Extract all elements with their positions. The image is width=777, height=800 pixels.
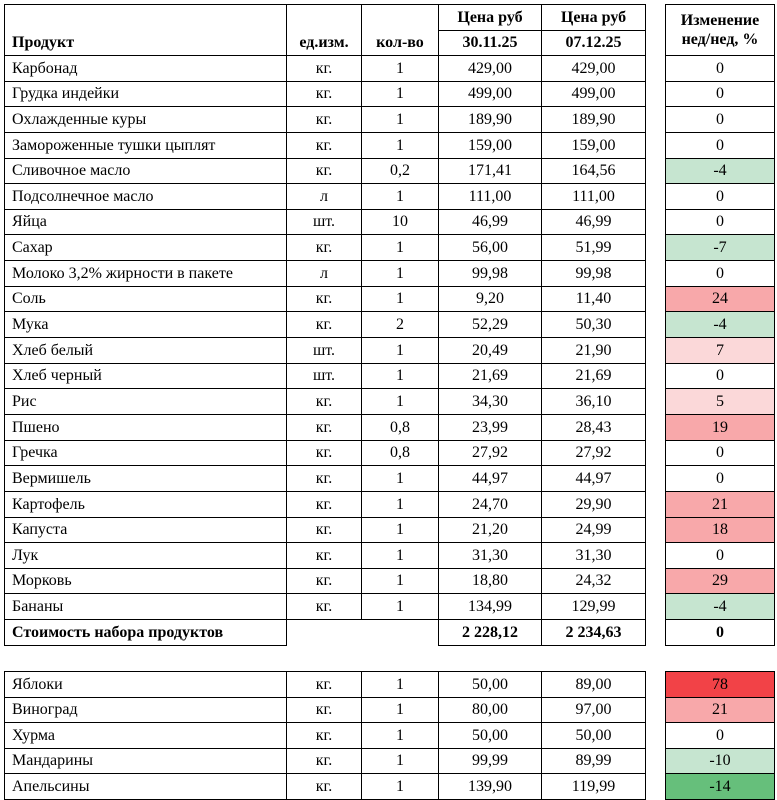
header-change (665, 4, 775, 56)
change-cell: 21 (665, 491, 775, 518)
qty-cell: 2 (361, 311, 439, 338)
product-cell: Бананы (4, 593, 287, 620)
qty-cell: 1 (361, 132, 439, 159)
price-2-cell: 21,90 (541, 337, 646, 364)
qty-cell: 1 (361, 697, 439, 723)
qty-cell: 1 (361, 465, 439, 492)
unit-cell: кг. (286, 414, 362, 441)
qty-cell: 1 (361, 260, 439, 287)
price-2-cell: 97,00 (541, 697, 646, 723)
unit-cell: шт. (286, 363, 362, 389)
qty-cell: 1 (361, 722, 439, 749)
change-cell: 0 (665, 363, 775, 389)
change-cell: 0 (665, 465, 775, 492)
price-1-cell: 429,00 (438, 55, 542, 82)
qty-cell: 1 (361, 363, 439, 389)
change-cell: 0 (665, 55, 775, 82)
header-change-line2: нед/нед, % (681, 31, 759, 48)
qty-cell: 1 (361, 568, 439, 594)
unit-cell: кг. (286, 132, 362, 159)
qty-cell: 1 (361, 183, 439, 210)
unit-cell: шт. (286, 337, 362, 364)
change-cell: 19 (665, 414, 775, 441)
unit-cell: кг. (286, 234, 362, 261)
unit-cell: кг. (286, 106, 362, 133)
header-date-1: 30.11.25 (438, 30, 542, 56)
change-cell: 5 (665, 388, 775, 415)
change-cell: 7 (665, 337, 775, 364)
price-2-cell: 129,99 (541, 593, 646, 620)
qty-cell: 1 (361, 234, 439, 261)
total-change: 0 (665, 619, 775, 646)
unit-cell: кг. (286, 55, 362, 82)
product-cell: Хлеб белый (4, 337, 287, 364)
price-1-cell: 9,20 (438, 286, 542, 312)
price-2-cell: 28,43 (541, 414, 646, 441)
price-1-cell: 189,90 (438, 106, 542, 133)
product-cell: Подсолнечное масло (4, 183, 287, 210)
price-2-cell: 164,56 (541, 158, 646, 184)
price-2-cell: 29,90 (541, 491, 646, 518)
price-2-cell: 36,10 (541, 388, 646, 415)
header-product: Продукт (4, 4, 287, 56)
price-1-cell: 50,00 (438, 671, 542, 698)
product-cell: Яйца (4, 209, 287, 235)
product-cell: Грудка индейки (4, 81, 287, 107)
change-cell: 0 (665, 81, 775, 107)
product-cell: Замороженные тушки цыплят (4, 132, 287, 159)
price-1-cell: 159,00 (438, 132, 542, 159)
price-2-cell: 89,99 (541, 748, 646, 774)
price-2-cell: 21,69 (541, 363, 646, 389)
price-2-cell: 24,99 (541, 517, 646, 543)
price-2-cell: 89,00 (541, 671, 646, 698)
product-cell: Карбонад (4, 55, 287, 82)
change-cell: 0 (665, 183, 775, 210)
change-cell: -14 (665, 773, 775, 800)
price-1-cell: 134,99 (438, 593, 542, 620)
qty-cell: 0,8 (361, 414, 439, 441)
price-1-cell: 171,41 (438, 158, 542, 184)
unit-cell: кг. (286, 671, 362, 698)
unit-cell: кг. (286, 697, 362, 723)
product-cell: Мука (4, 311, 287, 338)
qty-cell: 0,8 (361, 440, 439, 466)
product-cell: Яблоки (4, 671, 287, 698)
product-cell: Гречка (4, 440, 287, 466)
product-cell: Молоко 3,2% жирности в пакете (4, 260, 287, 287)
price-1-cell: 50,00 (438, 722, 542, 749)
price-1-cell: 21,20 (438, 517, 542, 543)
price-1-cell: 56,00 (438, 234, 542, 261)
qty-cell: 1 (361, 773, 439, 800)
price-1-cell: 27,92 (438, 440, 542, 466)
price-2-cell: 429,00 (541, 55, 646, 82)
product-cell: Хурма (4, 722, 287, 749)
change-cell: 78 (665, 671, 775, 698)
change-cell: 29 (665, 568, 775, 594)
header-unit: ед.изм. (286, 4, 362, 56)
price-2-cell: 24,32 (541, 568, 646, 594)
unit-cell: кг. (286, 491, 362, 518)
qty-cell: 1 (361, 286, 439, 312)
price-1-cell: 23,99 (438, 414, 542, 441)
product-cell: Сливочное масло (4, 158, 287, 184)
price-2-cell: 111,00 (541, 183, 646, 210)
product-cell: Капуста (4, 517, 287, 543)
price-2-cell: 499,00 (541, 81, 646, 107)
product-cell: Виноград (4, 697, 287, 723)
price-1-cell: 46,99 (438, 209, 542, 235)
qty-cell: 1 (361, 491, 439, 518)
change-cell: 0 (665, 132, 775, 159)
price-1-cell: 31,30 (438, 542, 542, 569)
price-1-cell: 111,00 (438, 183, 542, 210)
product-cell: Морковь (4, 568, 287, 594)
product-cell: Апельсины (4, 773, 287, 800)
price-2-cell: 50,00 (541, 722, 646, 749)
price-1-cell: 21,69 (438, 363, 542, 389)
qty-cell: 0,2 (361, 158, 439, 184)
qty-cell: 1 (361, 81, 439, 107)
price-1-cell: 24,70 (438, 491, 542, 518)
change-cell: -4 (665, 593, 775, 620)
unit-cell: кг. (286, 542, 362, 569)
unit-cell: кг. (286, 440, 362, 466)
unit-cell: кг. (286, 158, 362, 184)
unit-cell: кг. (286, 311, 362, 338)
price-2-cell: 31,30 (541, 542, 646, 569)
qty-cell: 1 (361, 671, 439, 698)
price-1-cell: 99,99 (438, 748, 542, 774)
price-2-cell: 189,90 (541, 106, 646, 133)
price-2-cell: 51,99 (541, 234, 646, 261)
unit-cell: кг. (286, 517, 362, 543)
price-1-cell: 34,30 (438, 388, 542, 415)
product-cell: Лук (4, 542, 287, 569)
price-1-cell: 44,97 (438, 465, 542, 492)
price-2-cell: 159,00 (541, 132, 646, 159)
qty-cell: 1 (361, 388, 439, 415)
unit-cell: кг. (286, 286, 362, 312)
qty-cell: 1 (361, 748, 439, 774)
unit-cell: л (286, 260, 362, 287)
qty-cell: 1 (361, 337, 439, 364)
price-2-cell: 99,98 (541, 260, 646, 287)
header-price-label-1: Цена руб (438, 4, 542, 31)
change-cell: 0 (665, 106, 775, 133)
price-2-cell: 119,99 (541, 773, 646, 800)
price-2-cell: 50,30 (541, 311, 646, 338)
price-2-cell: 27,92 (541, 440, 646, 466)
product-cell: Охлажденные куры (4, 106, 287, 133)
product-cell: Картофель (4, 491, 287, 518)
header-change-line1: Изменение (680, 11, 760, 29)
change-cell: 0 (665, 542, 775, 569)
total-price-2: 2 234,63 (541, 619, 646, 646)
product-cell: Соль (4, 286, 287, 312)
change-cell: 0 (665, 209, 775, 235)
unit-cell: л (286, 183, 362, 210)
total-label: Стоимость набора продуктов (4, 619, 287, 646)
unit-cell: кг. (286, 81, 362, 107)
header-date-2: 07.12.25 (541, 30, 646, 56)
product-cell: Пшено (4, 414, 287, 441)
unit-cell: шт. (286, 209, 362, 235)
price-1-cell: 499,00 (438, 81, 542, 107)
qty-cell: 1 (361, 106, 439, 133)
product-cell: Рис (4, 388, 287, 415)
price-2-cell: 46,99 (541, 209, 646, 235)
price-1-cell: 18,80 (438, 568, 542, 594)
unit-cell: кг. (286, 748, 362, 774)
unit-cell: кг. (286, 465, 362, 492)
unit-cell: кг. (286, 722, 362, 749)
product-cell: Мандарины (4, 748, 287, 774)
price-1-cell: 80,00 (438, 697, 542, 723)
unit-cell: кг. (286, 388, 362, 415)
price-1-cell: 139,90 (438, 773, 542, 800)
price-2-cell: 44,97 (541, 465, 646, 492)
product-cell: Вермишель (4, 465, 287, 492)
change-cell: 21 (665, 697, 775, 723)
change-cell: -4 (665, 311, 775, 338)
product-cell: Сахар (4, 234, 287, 261)
change-cell: 18 (665, 517, 775, 543)
header-price-label-2: Цена руб (541, 4, 646, 31)
change-cell: 0 (665, 722, 775, 749)
qty-cell: 1 (361, 593, 439, 620)
change-cell: -4 (665, 158, 775, 184)
price-1-cell: 52,29 (438, 311, 542, 338)
price-2-cell: 11,40 (541, 286, 646, 312)
price-1-cell: 99,98 (438, 260, 542, 287)
unit-cell: кг. (286, 773, 362, 800)
change-cell: 0 (665, 260, 775, 287)
header-qty: кол-во (361, 4, 439, 56)
change-cell: -10 (665, 748, 775, 774)
qty-cell: 1 (361, 55, 439, 82)
price-1-cell: 20,49 (438, 337, 542, 364)
unit-cell: кг. (286, 568, 362, 594)
qty-cell: 10 (361, 209, 439, 235)
product-cell: Хлеб черный (4, 363, 287, 389)
unit-cell: кг. (286, 593, 362, 620)
change-cell: 0 (665, 440, 775, 466)
change-cell: 24 (665, 286, 775, 312)
total-price-1: 2 228,12 (438, 619, 542, 646)
qty-cell: 1 (361, 517, 439, 543)
qty-cell: 1 (361, 542, 439, 569)
change-cell: -7 (665, 234, 775, 261)
